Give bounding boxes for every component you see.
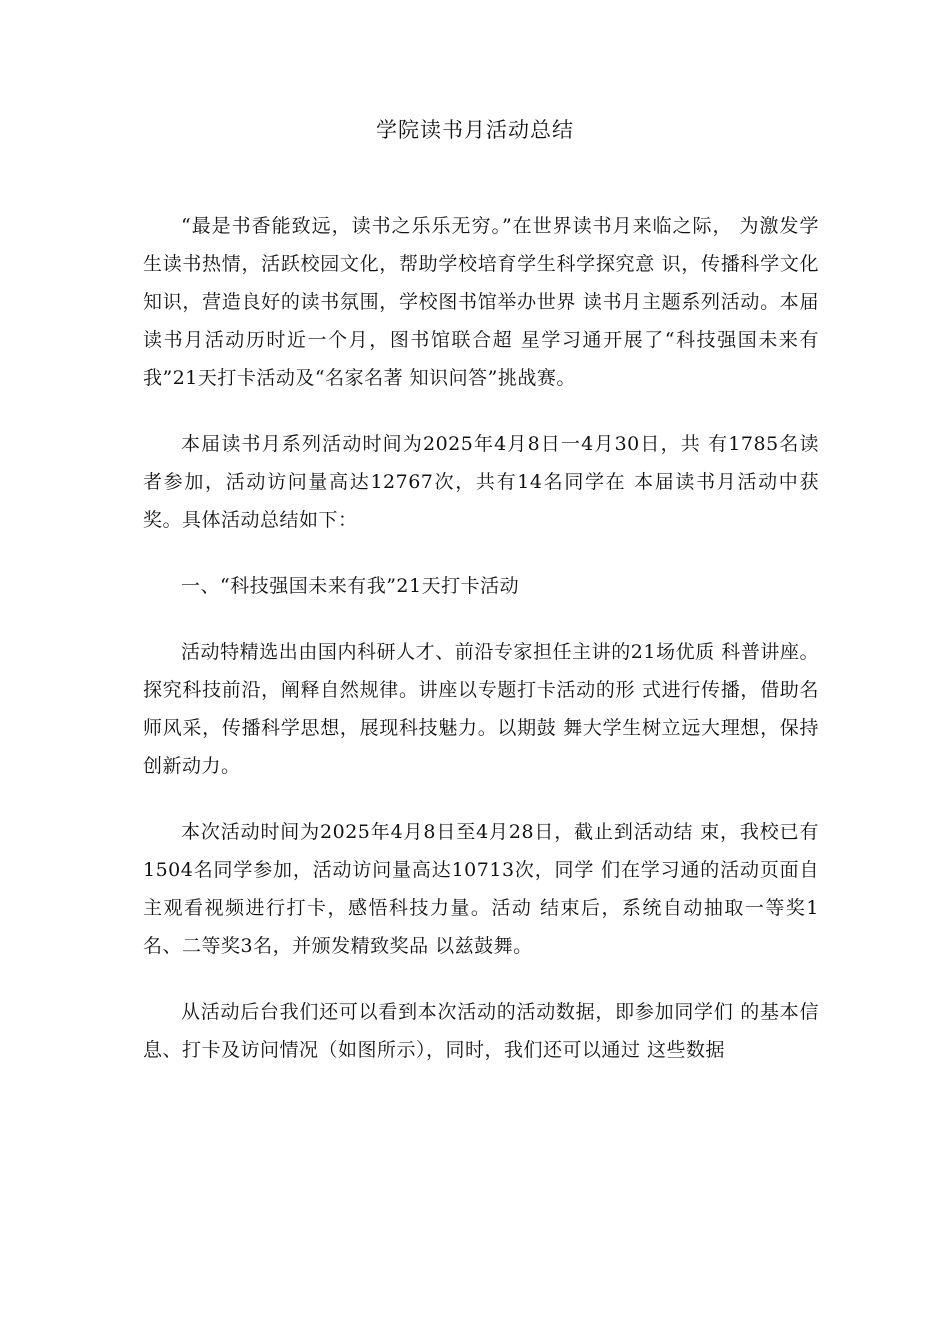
paragraph-overview: 本届读书月系列活动时间为2025年4月8日一4月30日，共 有1785名读者参加，活动访问量高达12767次，共有14名同学在 本届读书月活动中获奖。具体活动总结如下：: [143, 433, 819, 531]
document-body: [143, 207, 819, 1097]
paragraph-intro: “最是书香能致远，读书之乐乐无穷。”在世界读书月来临之际， 为激发学生读书热情，活跃校园文化，帮助学校培育学生科学探究意 识，传播科学文化知识，营造良好的读书氛围，学校图书馆举办世界 读书月主题系列活动。本届读书月活动历时近一个月，图书馆联合超 星学习通开展了“科技强国未来有我”21天打卡活动及“名家名著 知识问答”挑战赛。: [143, 215, 819, 389]
paragraph-activity-stats: 本次活动时间为2025年4月8日至4月28日，截止到活动结 束，我校已有1504名同学参加，活动访问量高达10713次，同学 们在学习通的活动页面自主观看视频进行打卡，感悟科技力量。活动 结束后，系统自动抽取一等奖1名、二等奖3名，并颁发精致奖品 以兹鼓舞。: [143, 821, 819, 957]
section-heading-1: 一、“科技强国未来有我”21天打卡活动: [181, 575, 520, 597]
paragraph-activity-data: 从活动后台我们还可以看到本次活动的活动数据，即参加同学们 的基本信息、打卡及访问情况（如图所示），同时，我们还可以通过 这些数据: [143, 1001, 819, 1061]
paragraph-activity-description: 活动特精选出由国内科研人才、前沿专家担任主讲的21场优质 科普讲座。探究科技前沿，阐释自然规律。讲座以专题打卡活动的形 式进行传播，借助名师风采，传播科学思想，展现科技魅力。以期鼓 舞大学生树立远大理想，保持创新动力。: [143, 641, 819, 777]
document-title: 学院读书月活动总结: [376, 118, 574, 142]
